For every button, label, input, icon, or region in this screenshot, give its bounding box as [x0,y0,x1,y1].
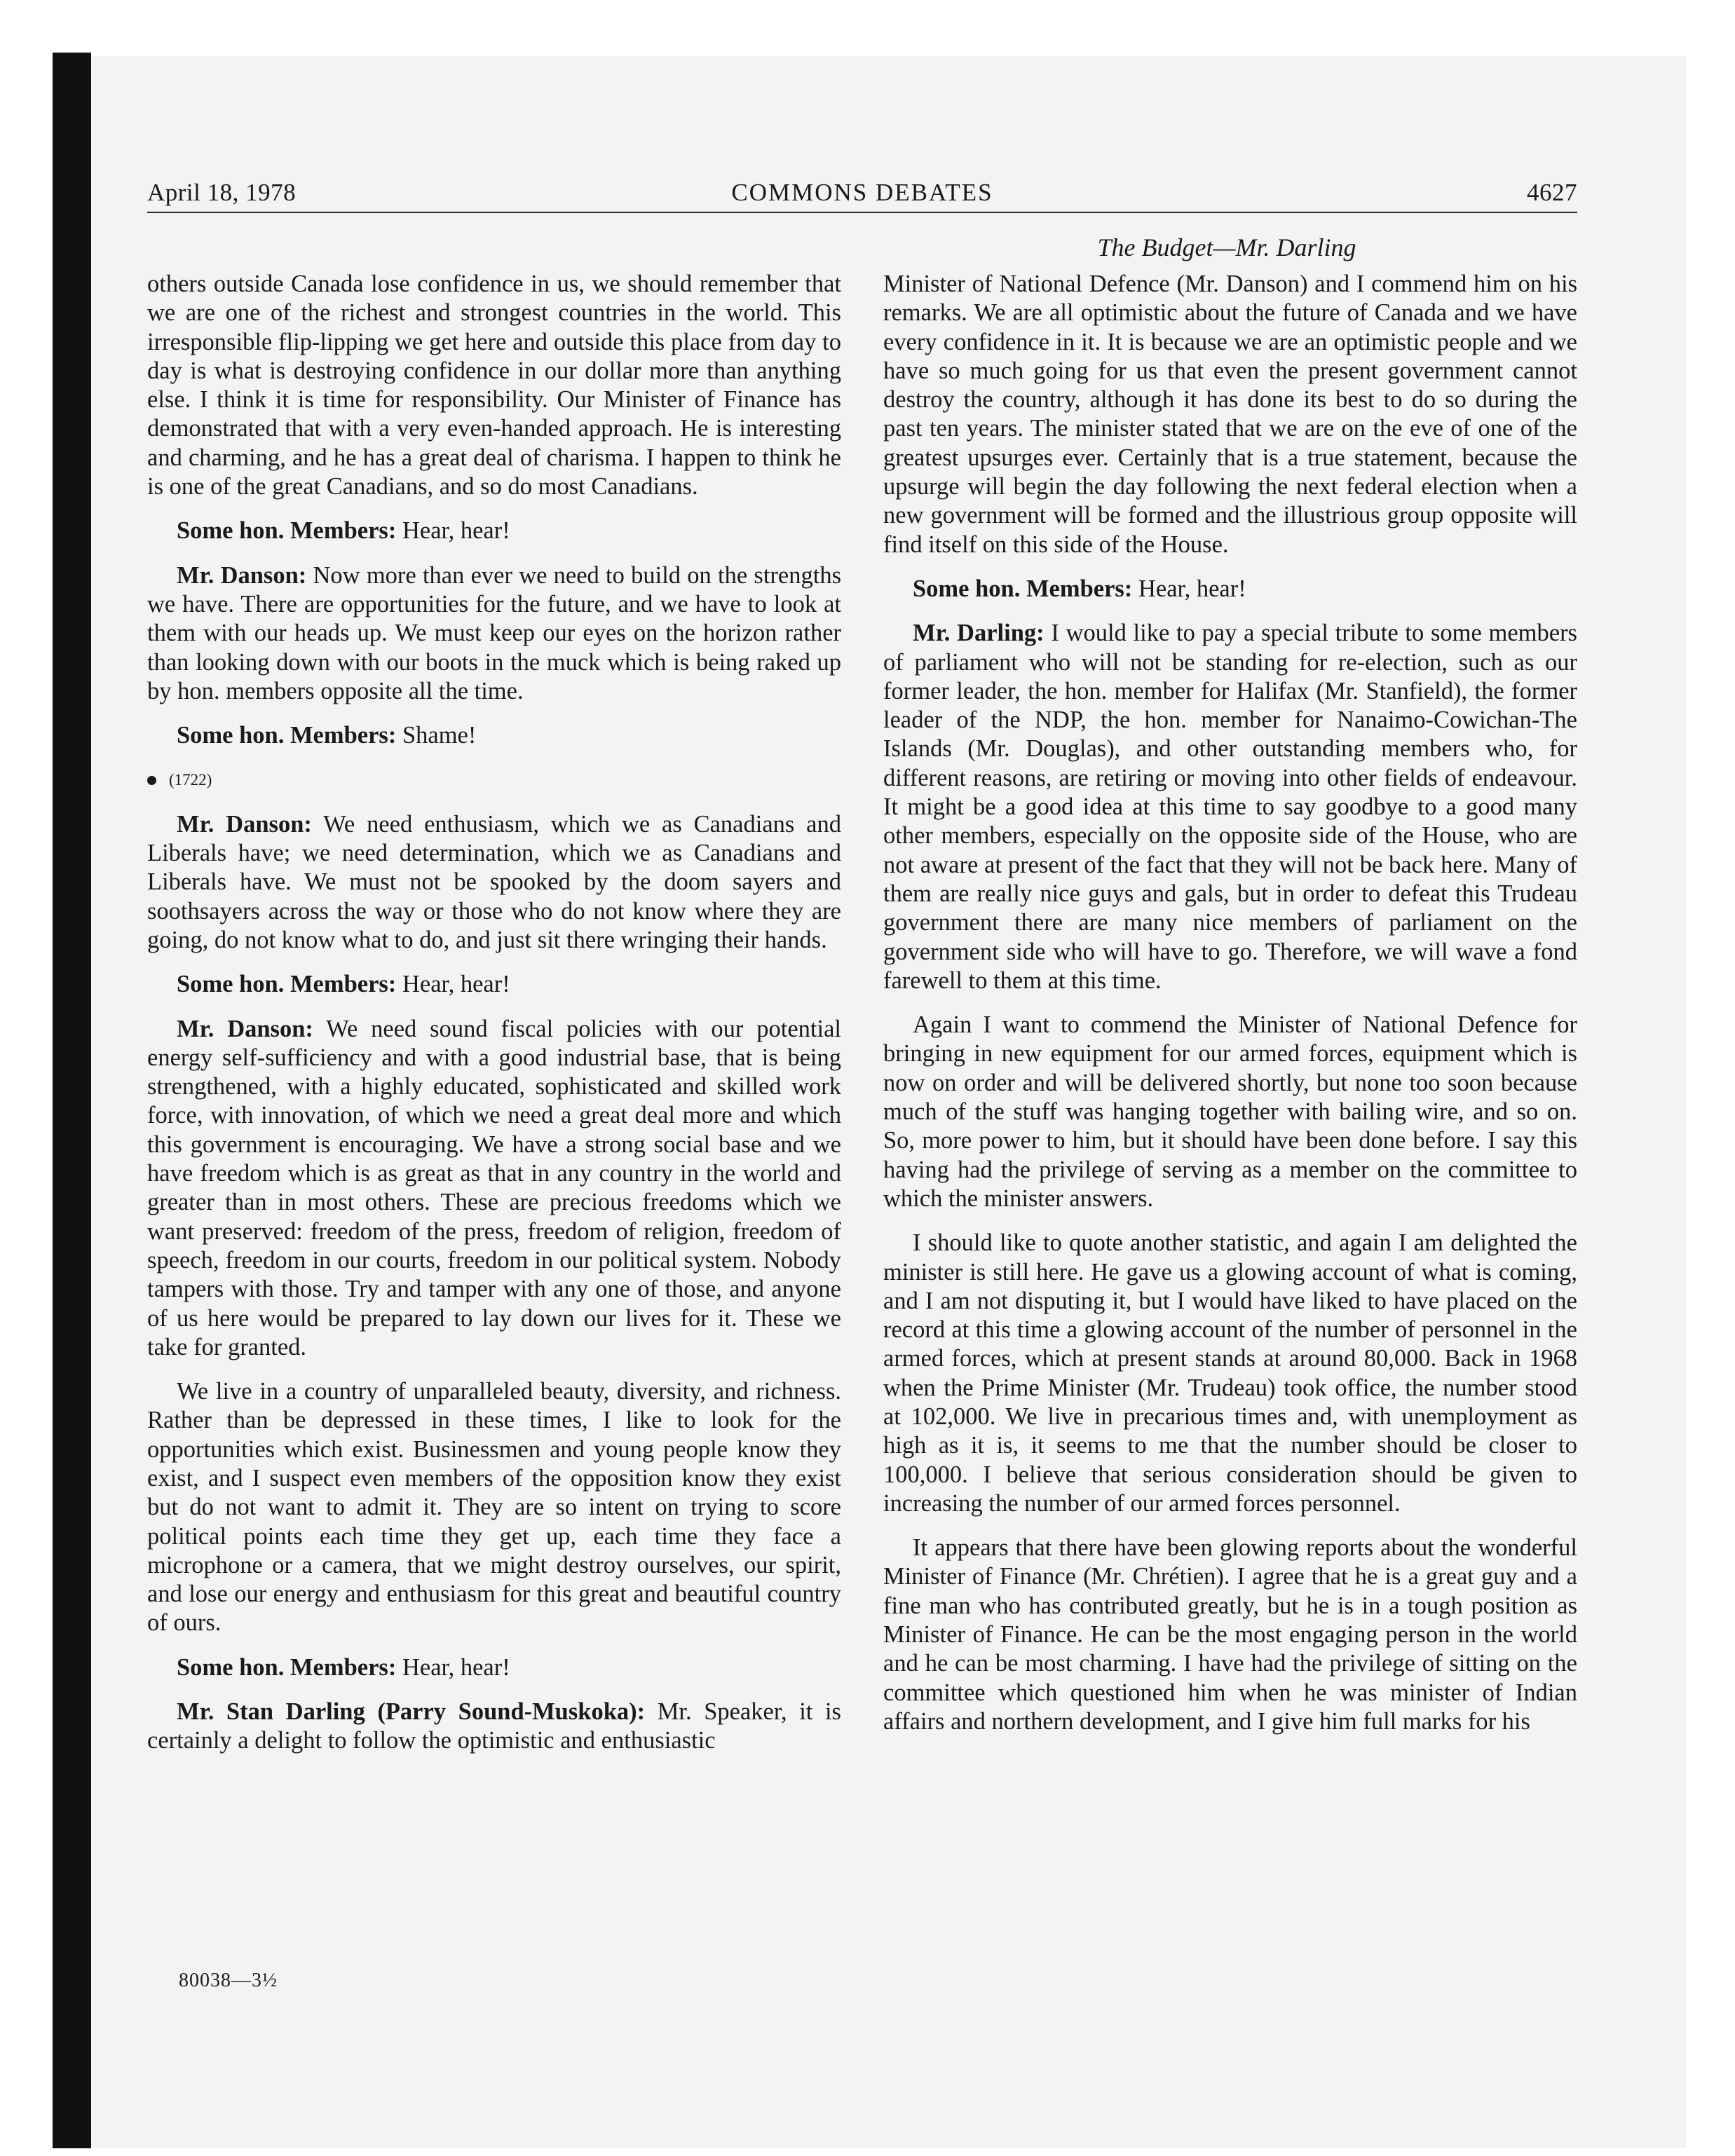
paragraph: We live in a country of unparalleled beauty, diversity, and richness. Rather than be depressed in these times, I like to look for the opportunities which exist. Businessmen and young people know they exist, and I suspect even members of the opposition know they exist but do not want to admit it. They are so intent on trying to score political points each time they get up, each time they face a microphone or a camera, that we might destroy ourselves, our spirit, and lose our energy and enthusiasm for this great and beautiful country of ours. [147,1378,841,1637]
header-title: COMMONS DEBATES [731,179,993,206]
speaker-name: Mr. Danson: [177,810,312,838]
speaker-name: Mr. Darling: [913,620,1045,647]
header-rule [147,212,1577,213]
running-head: The Budget—Mr. Darling [1097,233,1356,261]
interjection [147,517,841,545]
speaker-name: Some hon. Members: [177,971,397,998]
speech [147,810,841,955]
speaker-name: Mr. Stan Darling (Parry Sound-Muskoka): [177,1698,646,1726]
paragraph: It appears that there have been glowing reports about the wonderful Minister of Finance (Mr. Chrétien). I agree that he is a great guy and a fine man who has contributed greatly, but he is in a tough position as Minister of Finance. He can be the most engaging person in the world and he can be most charming. I have had the privilege of sitting on the committee which questioned him when he was minister of Indian affairs and northern development, and I give him full marks for his [883,1534,1577,1735]
footer-print-code: 80038—3½ [179,1970,278,1991]
speech-text: We need sound fiscal policies with our potential energy self-sufficiency and with a good industrial base, that is being strengthened, with a highly educated, sophisticated and skilled work force, with innovation, of which we need a great deal more and which this government is encouraging. We have a strong social base and we have freedom which is as great as that in any country in the world and greater than in most others. These are precious freedoms which we want preserved: freedom of the press, freedom of religion, freedom of speech, freedom in our courts, freedom in our political system. Nobody tampers with those. Try and tamper with any one of those, and anyone of us here would be prepared to lay down our lives for it. These we take for granted. [147,1015,841,1360]
bullet-icon [147,776,156,785]
speech-text: Hear, hear! [396,517,510,545]
speaker-name: Some hon. Members: [177,1653,397,1681]
paragraph: others outside Canada lose confidence in us, we should remember that we are one of the richest and strongest countries in the world. This irresponsible flip-lipping we get here and outside this place from day to day is what is destroying confidence in our dollar more than anything else. I think it is time for responsibility. Our Minister of Finance has demonstrated that with a very even-handed approach. He is interesting and charming, and he has a great deal of charisma. I happen to think he is one of the great Canadians, and so do most Canadians. [147,271,841,500]
paragraph: I should like to quote another statistic, and again I am delighted the minister is still here. He gave us a glowing account of what is coming, and I am not disputing it, but I would have liked to have placed on the record at this time a glowing account of the number of personnel in the armed forces, which at present stands at around 80,000. Back in 1968 when the Prime Minister (Mr. Trudeau) took office, the number stood at 102,000. We live in precarious times and, with unemployment as high as it is, it seems to me that the number should be closer to 100,000. I believe that serious consideration should be given to increasing the number of our armed forces personnel. [883,1229,1577,1517]
speech [147,1015,841,1363]
speaker-name: Mr. Danson: [177,1015,313,1042]
speech-text: We need enthusiasm, which we as Canadians and Liberals have; we need determination, which we as Canadians and Liberals have. We must not be spooked by the doom sayers and soothsayers across the way or those who do not know where they are going, do not know what to do, and just sit there wringing their hands. [147,810,841,953]
interjection [883,575,1577,603]
left-column [147,270,841,1771]
speech-text: Hear, hear! [396,971,510,998]
interjection [147,721,841,750]
speech-text: Mr. Speaker, it is certainly a delight to follow the optimistic and enthusiastic [147,1698,841,1754]
time-stamp-text: (1722) [169,771,212,789]
speaker-name: Some hon. Members: [913,575,1133,602]
speech-text: Hear, hear! [396,1653,510,1681]
speech-text: I would like to pay a special tribute to some members of parliament who will not be standing for re-election, such as our former leader, the hon. member for Halifax (Mr. Stanfield), the former leader of the NDP, the hon. member for Nanaimo-Cowichan-The Islands (Mr. Douglas), and other outstanding members who, for different reasons, are retiring or moving into other fields of endeavour. It might be a good idea at this time to say goodbye to a good many other members, especially on the opposite side of the House, who are not aware at present of the fact that they will not be back here. Many of them are really nice guys and gals, but in order to defeat this Trudeau government there are many nice members of parliament on the government side who will have to go. Therefore, we will wave a fond farewell to them at this time. [883,620,1577,994]
interjection [147,970,841,999]
speech-text: Shame! [396,722,477,749]
page-header [147,179,1577,212]
time-stamp [147,765,841,794]
speaker-name: Mr. Danson: [177,561,307,589]
speech [147,561,841,706]
speech [147,1698,841,1756]
paragraph: Minister of National Defence (Mr. Danson) and I commend him on his remarks. We are all optimistic about the future of Canada and we have every confidence in it. It is because we are an optimistic people and we have so much going for us that even the present government cannot destroy the country, although it has done its best to do so during the past ten years. The minister stated that we are on the eve of one of the greatest upsurges ever. Certainly that is a true statement, because the upsurge will begin the day following the next federal election when a new government will be formed and the illustrious group opposite will find itself on this side of the House. [883,271,1577,558]
speaker-name: Some hon. Members: [177,722,397,749]
speech [883,619,1577,995]
right-column [883,270,1577,1752]
header-date: April 18, 1978 [147,179,297,206]
paragraph: Again I want to commend the Minister of National Defence for bringing in new equipment for our armed forces, equipment which is now on order and will be delivered shortly, but none too soon because much of the stuff was hanging together with bailing wire, and so on. So, more power to him, but it should have been done before. I say this having had the privilege of serving as a member on the committee to which the minister answers. [883,1011,1577,1212]
speech-text: Now more than ever we need to build on the strengths we have. There are opportunities for the future, and we have to look at them with our heads up. We must keep our eyes on the horizon rather than looking down with our boots in the muck which is being raked up by hon. members opposite all the time. [147,561,841,704]
scan-border [53,53,91,2148]
header-page-number: 4627 [1527,179,1577,206]
interjection [147,1653,841,1682]
speech-text: Hear, hear! [1132,575,1246,602]
speaker-name: Some hon. Members: [177,517,397,545]
